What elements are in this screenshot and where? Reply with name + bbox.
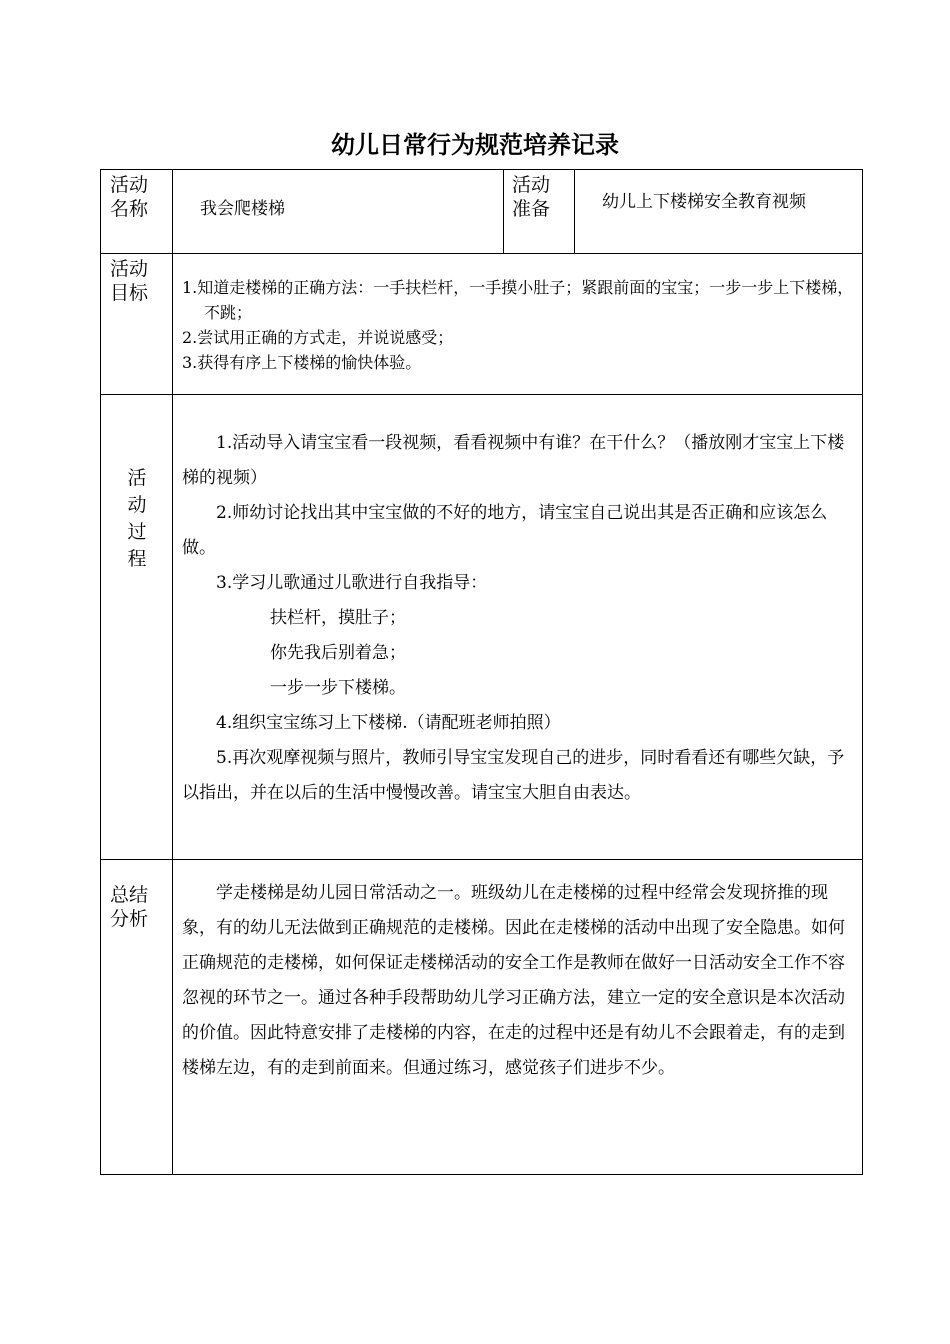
column-divider [172,170,173,1174]
row-divider [101,253,862,254]
activity-prep-label: 活动 准备 [512,174,551,220]
process-step: 5.再次观摩视频与照片，教师引导宝宝发现自己的进步，同时看看还有哪些欠缺，予以指出，并在以后的生活中慢慢改善。请宝宝大胆自由表达。 [182,748,845,803]
row-divider [101,859,862,860]
activity-goals-label: 活动 目标 [110,258,149,304]
activity-process-content [182,426,855,811]
activity-name-label: 活动 名称 [110,174,149,220]
activity-goals-list [182,275,858,375]
column-divider [503,170,504,253]
process-step: 4.组织宝宝练习上下楼梯.（请配班老师拍照） [216,713,561,733]
activity-name-value: 我会爬楼梯 [200,199,285,219]
song-line: 扶栏杆，摸肚子； [270,608,406,628]
row-divider [101,394,862,395]
goal-item: 2.尝试用正确的方式走，并说说感受； [182,328,454,347]
song-line: 一步一步下楼梯。 [270,678,406,698]
activity-prep-value: 幼儿上下楼梯安全教育视频 [602,192,806,212]
goal-item: 3.获得有序上下楼梯的愉快体验。 [182,353,422,372]
summary-text: 学走楼梯是幼儿园日常活动之一。班级幼儿在走楼梯的过程中经常会发现挤推的现象，有的幼儿无法做到正确规范的走楼梯。因此在走楼梯的活动中出现了安全隐患。如何正确规范的走楼梯，如何保证走楼梯活动的安全工作是教师在做好一日活动安全工作不容忽视的环节之一。通过各种手段帮助幼儿学习正确方法，建立一定的安全意识是本次活动的价值。因此特意安排了走楼梯的内容，在走的过程中还是有幼儿不会跟着走，有的走到楼梯左边，有的走到前面来。但通过练习，感觉孩子们进步不少。 [182,883,845,1078]
goal-item: 1.知道走楼梯的正确方法：一手扶栏杆，一手摸小肚子；紧跟前面的宝宝；一步一步上下楼梯，不跳； [182,278,854,322]
process-step: 2.师幼讨论找出其中宝宝做的不好的地方，请宝宝自己说出其是否正确和应该怎么做。 [182,503,828,558]
summary-label: 总结 分析 [110,884,149,930]
record-table [100,169,863,1175]
activity-process-label: 活 动 过 程 [127,467,147,570]
page-title: 幼儿日常行为规范培养记录 [331,131,619,159]
process-step: 1.活动导入请宝宝看一段视频，看看视频中有谁？在干什么？（播放刚才宝宝上下楼梯的视频） [182,433,845,488]
process-step: 3.学习儿歌通过儿歌进行自我指导： [216,573,488,593]
song-line: 你先我后别着急； [270,643,406,663]
column-divider [574,170,575,253]
